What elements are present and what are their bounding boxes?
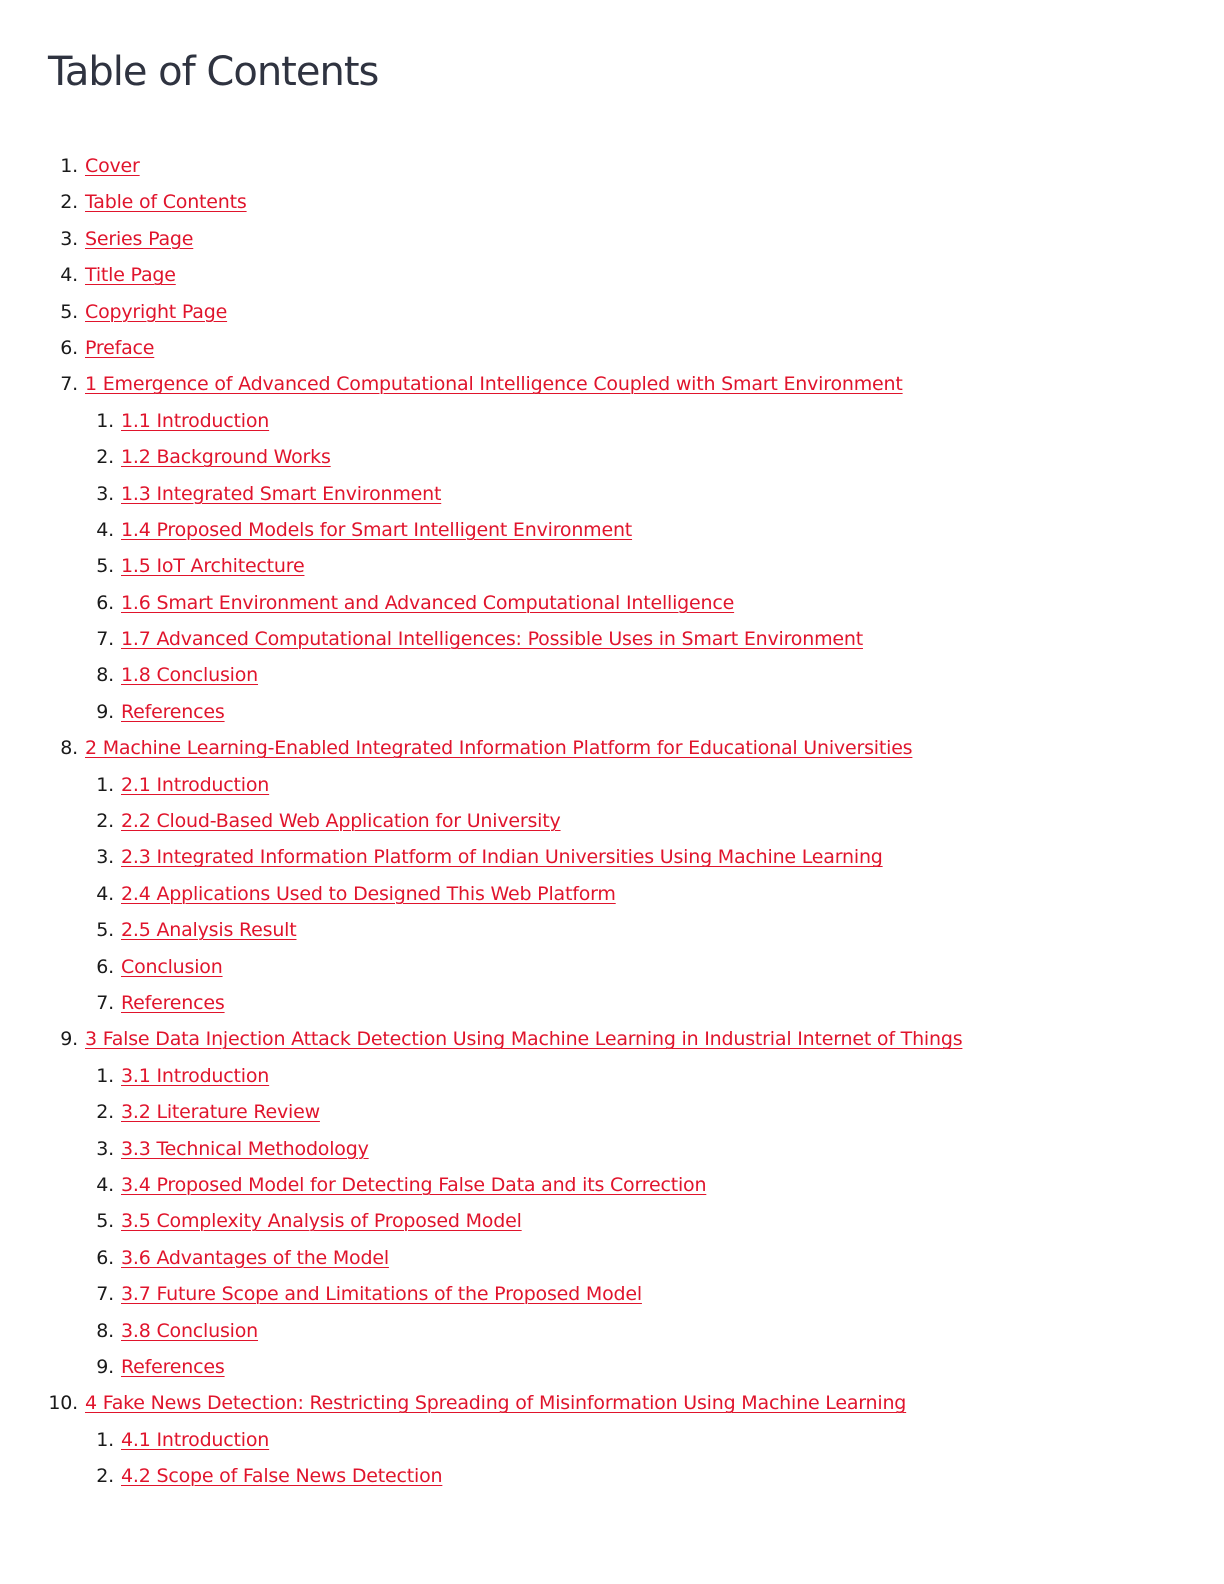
toc-item-number: 6.	[96, 1246, 114, 1269]
toc-section-item	[0, 439, 1200, 475]
toc-item-number: 2.	[60, 191, 78, 214]
toc-chapter-item	[0, 148, 1200, 184]
page-title: Table of Contents	[48, 49, 379, 95]
toc-section-item	[0, 1458, 1200, 1494]
toc-list	[0, 148, 1200, 1494]
toc-section-item	[0, 1240, 1200, 1276]
toc-link[interactable]: 1.5 IoT Architecture	[121, 555, 305, 578]
toc-chapter-item	[0, 366, 1200, 402]
toc-link[interactable]: References	[121, 1355, 225, 1378]
toc-item-number: 3.	[96, 846, 114, 869]
toc-chapter-item	[0, 257, 1200, 293]
toc-section-item	[0, 949, 1200, 985]
toc-chapter-item	[0, 1385, 1200, 1421]
toc-chapter-item	[0, 330, 1200, 366]
toc-link[interactable]: 3.8 Conclusion	[121, 1319, 259, 1342]
toc-section-item	[0, 1131, 1200, 1167]
toc-link[interactable]: 1.1 Introduction	[121, 409, 270, 432]
toc-item-number: 7.	[96, 1283, 114, 1306]
toc-link[interactable]: 3.3 Technical Methodology	[121, 1137, 369, 1160]
toc-link[interactable]: Title Page	[85, 264, 176, 287]
toc-section-item	[0, 1349, 1200, 1385]
toc-link[interactable]: 2.5 Analysis Result	[121, 919, 297, 942]
toc-item-number: 3.	[60, 227, 78, 250]
toc-item-number: 8.	[60, 737, 78, 760]
toc-item-number: 2.	[96, 446, 114, 469]
toc-item-number: 5.	[60, 300, 78, 323]
toc-section-item	[0, 512, 1200, 548]
toc-link[interactable]: 1.6 Smart Environment and Advanced Computational Intelligence	[121, 591, 735, 614]
toc-link[interactable]: 4 Fake News Detection: Restricting Spreading of Misinformation Using Machine Learning	[85, 1392, 907, 1415]
toc-chapter-item	[0, 730, 1200, 766]
toc-item-number: 7.	[96, 628, 114, 651]
toc-chapter-item	[0, 184, 1200, 220]
toc-link[interactable]: 3.2 Literature Review	[121, 1101, 320, 1124]
toc-link[interactable]: Table of Contents	[85, 191, 247, 214]
toc-item-number: 5.	[96, 555, 114, 578]
toc-section-item	[0, 548, 1200, 584]
toc-link[interactable]: 2.2 Cloud-Based Web Application for University	[121, 810, 561, 833]
toc-item-number: 6.	[96, 591, 114, 614]
toc-section-item	[0, 1058, 1200, 1094]
toc-link[interactable]: Preface	[85, 336, 155, 359]
toc-section-item	[0, 694, 1200, 730]
toc-item-number: 9.	[96, 1355, 114, 1378]
toc-chapter-item	[0, 221, 1200, 257]
toc-section-item	[0, 803, 1200, 839]
toc-item-number: 1.	[96, 409, 114, 432]
toc-link[interactable]: 3.1 Introduction	[121, 1064, 270, 1087]
toc-item-number: 7.	[60, 373, 78, 396]
toc-item-number: 9.	[96, 700, 114, 723]
toc-section-item	[0, 985, 1200, 1021]
toc-item-number: 1.	[96, 773, 114, 796]
toc-section-item	[0, 403, 1200, 439]
toc-link[interactable]: Series Page	[85, 227, 194, 250]
toc-item-number: 4.	[96, 1173, 114, 1196]
toc-link[interactable]: 1.2 Background Works	[121, 446, 331, 469]
toc-item-number: 2.	[96, 810, 114, 833]
toc-section-item	[0, 585, 1200, 621]
toc-item-number: 3.	[96, 482, 114, 505]
toc-chapter-item	[0, 294, 1200, 330]
toc-section-item	[0, 767, 1200, 803]
toc-section-item	[0, 1167, 1200, 1203]
toc-section-item	[0, 1276, 1200, 1312]
toc-item-number: 9.	[60, 1028, 78, 1051]
toc-section-item	[0, 476, 1200, 512]
toc-item-number: 4.	[96, 518, 114, 541]
toc-item-number: 8.	[96, 664, 114, 687]
toc-link[interactable]: 4.1 Introduction	[121, 1428, 270, 1451]
toc-item-number: 4.	[60, 264, 78, 287]
toc-item-number: 1.	[96, 1428, 114, 1451]
toc-link[interactable]: 1.8 Conclusion	[121, 664, 259, 687]
toc-item-number: 6.	[60, 336, 78, 359]
toc-link[interactable]: 1 Emergence of Advanced Computational Intelligence Coupled with Smart Environment	[85, 373, 903, 396]
toc-link[interactable]: 2.3 Integrated Information Platform of Indian Universities Using Machine Learning	[121, 846, 883, 869]
toc-item-number: 10.	[48, 1392, 78, 1415]
toc-link[interactable]: 1.3 Integrated Smart Environment	[121, 482, 442, 505]
toc-link[interactable]: 2.4 Applications Used to Designed This Web Platform	[121, 882, 616, 905]
toc-item-number: 6.	[96, 955, 114, 978]
toc-item-number: 5.	[96, 1210, 114, 1233]
toc-link[interactable]: 3 False Data Injection Attack Detection Using Machine Learning in Industrial Internet of Things	[85, 1028, 963, 1051]
toc-item-number: 1.	[96, 1064, 114, 1087]
toc-link[interactable]: 3.7 Future Scope and Limitations of the Proposed Model	[121, 1283, 642, 1306]
toc-section-item	[0, 657, 1200, 693]
toc-chapter-item	[0, 1021, 1200, 1057]
toc-link[interactable]: 4.2 Scope of False News Detection	[121, 1465, 443, 1488]
toc-link[interactable]: 1.7 Advanced Computational Intelligences: Possible Uses in Smart Environment	[121, 628, 863, 651]
toc-item-number: 7.	[96, 991, 114, 1014]
toc-item-number: 3.	[96, 1137, 114, 1160]
toc-link[interactable]: Copyright Page	[85, 300, 228, 323]
toc-section-item	[0, 876, 1200, 912]
toc-item-number: 2.	[96, 1465, 114, 1488]
toc-link[interactable]: Conclusion	[121, 955, 223, 978]
toc-section-item	[0, 1203, 1200, 1239]
toc-link[interactable]: 2 Machine Learning-Enabled Integrated Information Platform for Educational Universities	[85, 737, 913, 760]
toc-item-number: 8.	[96, 1319, 114, 1342]
toc-link[interactable]: 3.6 Advantages of the Model	[121, 1246, 389, 1269]
toc-item-number: 4.	[96, 882, 114, 905]
toc-link[interactable]: References	[121, 700, 225, 723]
toc-item-number: 5.	[96, 919, 114, 942]
toc-section-item	[0, 621, 1200, 657]
toc-link[interactable]: 2.1 Introduction	[121, 773, 270, 796]
toc-link[interactable]: 1.4 Proposed Models for Smart Intelligent Environment	[121, 518, 633, 541]
toc-item-number: 1.	[60, 155, 78, 177]
toc-link[interactable]: 3.5 Complexity Analysis of Proposed Model	[121, 1210, 522, 1233]
toc-item-number: 2.	[96, 1101, 114, 1124]
toc-section-item	[0, 1094, 1200, 1130]
toc-section-item	[0, 839, 1200, 875]
toc-link[interactable]: References	[121, 991, 225, 1014]
toc-link[interactable]: Cover	[85, 155, 140, 177]
toc-link[interactable]: 3.4 Proposed Model for Detecting False Data and its Correction	[121, 1173, 707, 1196]
toc-section-item	[0, 1422, 1200, 1458]
toc-section-item	[0, 1313, 1200, 1349]
toc-section-item	[0, 912, 1200, 948]
